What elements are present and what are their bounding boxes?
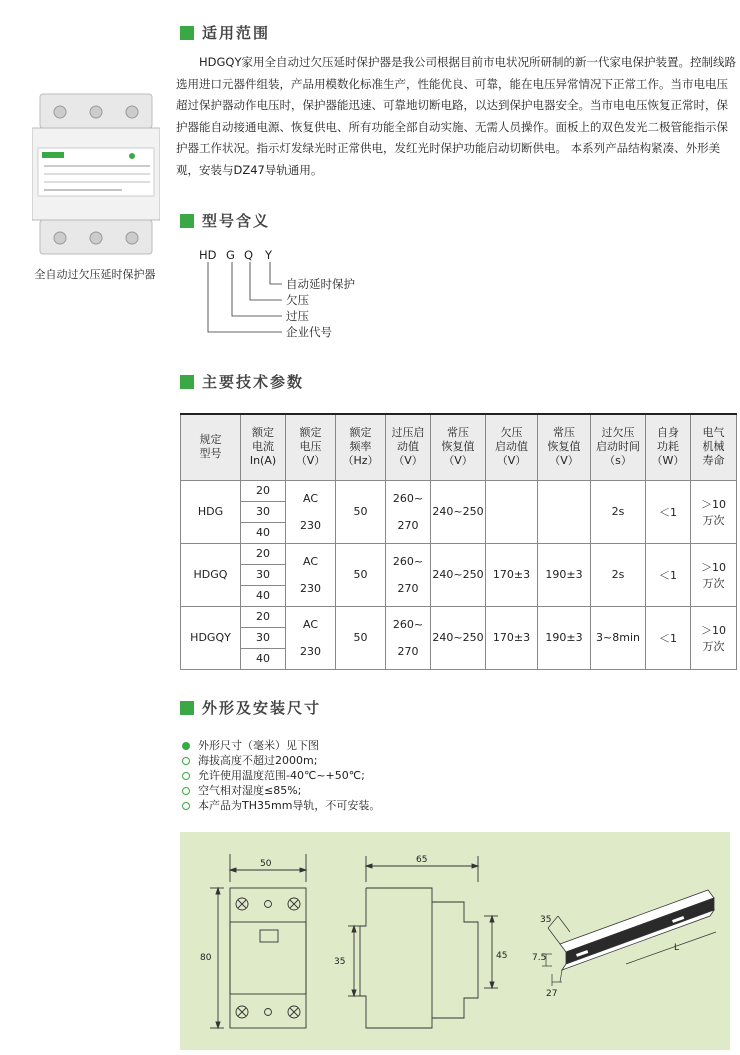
recover-cell: 240~250 [431,606,486,669]
dim-side-depth: 65 [416,855,428,865]
intro-paragraph: HDGQY家用全自动过欠压延时保护器是我公司根据目前市电状况所研制的新一代家电保护装置。控制线路选用进口元器件组装，产品用模数化标准生产，性能优良、可靠，能在电压异常情况下正常工作。当市电电压超过保护器动作电压时，保护器能迅速、可靠地切断电路，以达到保护电器安全。当市电电压恢复正常时，保护器能自动接通电源、恢复供电、所有功能全部自动实施、无需人员操作。面板上的双色发光二极管能指示保护器工作状况。指示灯发绿光时正常供电，发红光时保护功能启动切断供电。 本系列产品结构紧凑、外形美观，安装与DZ47导轨通用。 [176,55,736,177]
current-cell: 40 [241,585,286,606]
voltage-cell: AC 230 [286,480,336,543]
model-letter-hd: HD [199,248,217,262]
recover2-cell: 190±3 [538,543,591,606]
recover-cell: 240~250 [431,543,486,606]
model-letter-g: G [226,248,235,262]
section-header-model [180,210,270,231]
current-cell: 20 [241,543,286,564]
dim-front-inner: 35 [334,957,346,967]
product-caption: 全自动过欠压延时保护器 [34,268,156,281]
list-item: 本产品为TH35mm导轨，不可安装。 [182,798,380,813]
table-header-cell: 过压启 动值 （V） [386,414,431,480]
product-image [32,90,160,260]
model-cell: HDGQY [181,606,241,669]
voltage-cell: AC 230 [286,606,336,669]
intro-text [176,52,736,182]
green-square-icon [180,701,194,715]
bullet-circle-icon [182,772,190,780]
recover2-cell [538,480,591,543]
over-cell: 260~ 270 [386,606,431,669]
table-row [181,606,737,627]
model-cell: HDGQ [181,543,241,606]
table-header-row [181,414,737,480]
green-square-icon [180,214,194,228]
bullet-dot-icon [182,742,190,750]
params-table [180,413,737,670]
dim-rail-27: 27 [546,989,558,999]
section-title: 主要技术参数 [202,373,305,391]
table-header-cell: 规定 型号 [181,414,241,480]
over-cell: 260~ 270 [386,543,431,606]
table-header-cell: 额定 电流 In(A) [241,414,286,480]
current-cell: 30 [241,501,286,522]
table-header-cell: 额定 频率 （Hz） [336,414,386,480]
green-square-icon [180,375,194,389]
green-square-icon [180,26,194,40]
life-cell: ＞10 万次 [691,606,737,669]
front-view-drawing [210,854,306,1028]
current-cell: 40 [241,648,286,669]
dim-rail-75: 7.5 [532,953,547,963]
section-header-dims [180,697,321,718]
table-row [181,480,737,501]
dim-front-height: 80 [200,953,212,963]
current-cell: 20 [241,480,286,501]
table-body [181,480,737,669]
model-meaning-over: 过压 [286,309,309,323]
table-header-cell: 额定 电压 （V） [286,414,336,480]
rail-drawing [542,890,716,986]
model-meaning-under: 欠压 [286,293,309,307]
list-item: 外形尺寸（毫米）见下图 [182,738,380,753]
table-header-cell: 欠压 启动值 （V） [486,414,538,480]
under-cell: 170±3 [486,543,538,606]
section-header-params [180,371,304,392]
model-letter-y: Y [265,248,273,262]
time-cell: 2s [591,543,646,606]
table-header-cell: 常压 恢复值 （V） [431,414,486,480]
over-cell: 260~ 270 [386,480,431,543]
model-meaning-company: 企业代号 [286,325,332,339]
freq-cell: 50 [336,606,386,669]
model-cell: HDG [181,480,241,543]
list-item: 空气相对湿度≤85%; [182,783,380,798]
current-cell: 20 [241,606,286,627]
recover2-cell: 190±3 [538,606,591,669]
power-cell: ＜1 [646,543,691,606]
list-item: 允许使用温度范围-40℃~+50℃; [182,768,380,783]
dim-rail-35: 35 [540,915,552,925]
current-cell: 40 [241,522,286,543]
dimension-drawings [180,832,730,1050]
model-meaning-delay: 自动延时保护 [286,277,355,291]
spec-bullets [182,738,380,813]
dim-rail-length: L [674,943,680,953]
current-cell: 30 [241,564,286,585]
table-header-cell: 常压 恢复值 （V） [538,414,591,480]
dim-side-height: 45 [496,951,508,961]
table-header-cell: 过欠压 启动时间 （s） [591,414,646,480]
side-view-drawing [348,856,498,1028]
freq-cell: 50 [336,543,386,606]
list-item: 海拔高度不超过2000m; [182,753,380,768]
under-cell: 170±3 [486,606,538,669]
table-row [181,543,737,564]
dim-front-width: 50 [260,859,272,869]
life-cell: ＞10 万次 [691,480,737,543]
current-cell: 30 [241,627,286,648]
section-title: 外形及安装尺寸 [202,699,322,717]
bullet-circle-icon [182,757,190,765]
bullet-circle-icon [182,802,190,810]
recover-cell: 240~250 [431,480,486,543]
model-letter-q: Q [244,248,254,262]
table-header-cell: 自身 功耗 （W） [646,414,691,480]
table-header-cell: 电气 机械 寿命 [691,414,737,480]
time-cell: 2s [591,480,646,543]
under-cell [486,480,538,543]
bullet-circle-icon [182,787,190,795]
model-code-diagram [196,248,396,348]
life-cell: ＞10 万次 [691,543,737,606]
power-cell: ＜1 [646,606,691,669]
section-title: 适用范围 [202,24,271,42]
time-cell: 3~8min [591,606,646,669]
section-title: 型号含义 [202,212,271,230]
power-cell: ＜1 [646,480,691,543]
section-header-scope [180,22,270,43]
voltage-cell: AC 230 [286,543,336,606]
freq-cell: 50 [336,480,386,543]
